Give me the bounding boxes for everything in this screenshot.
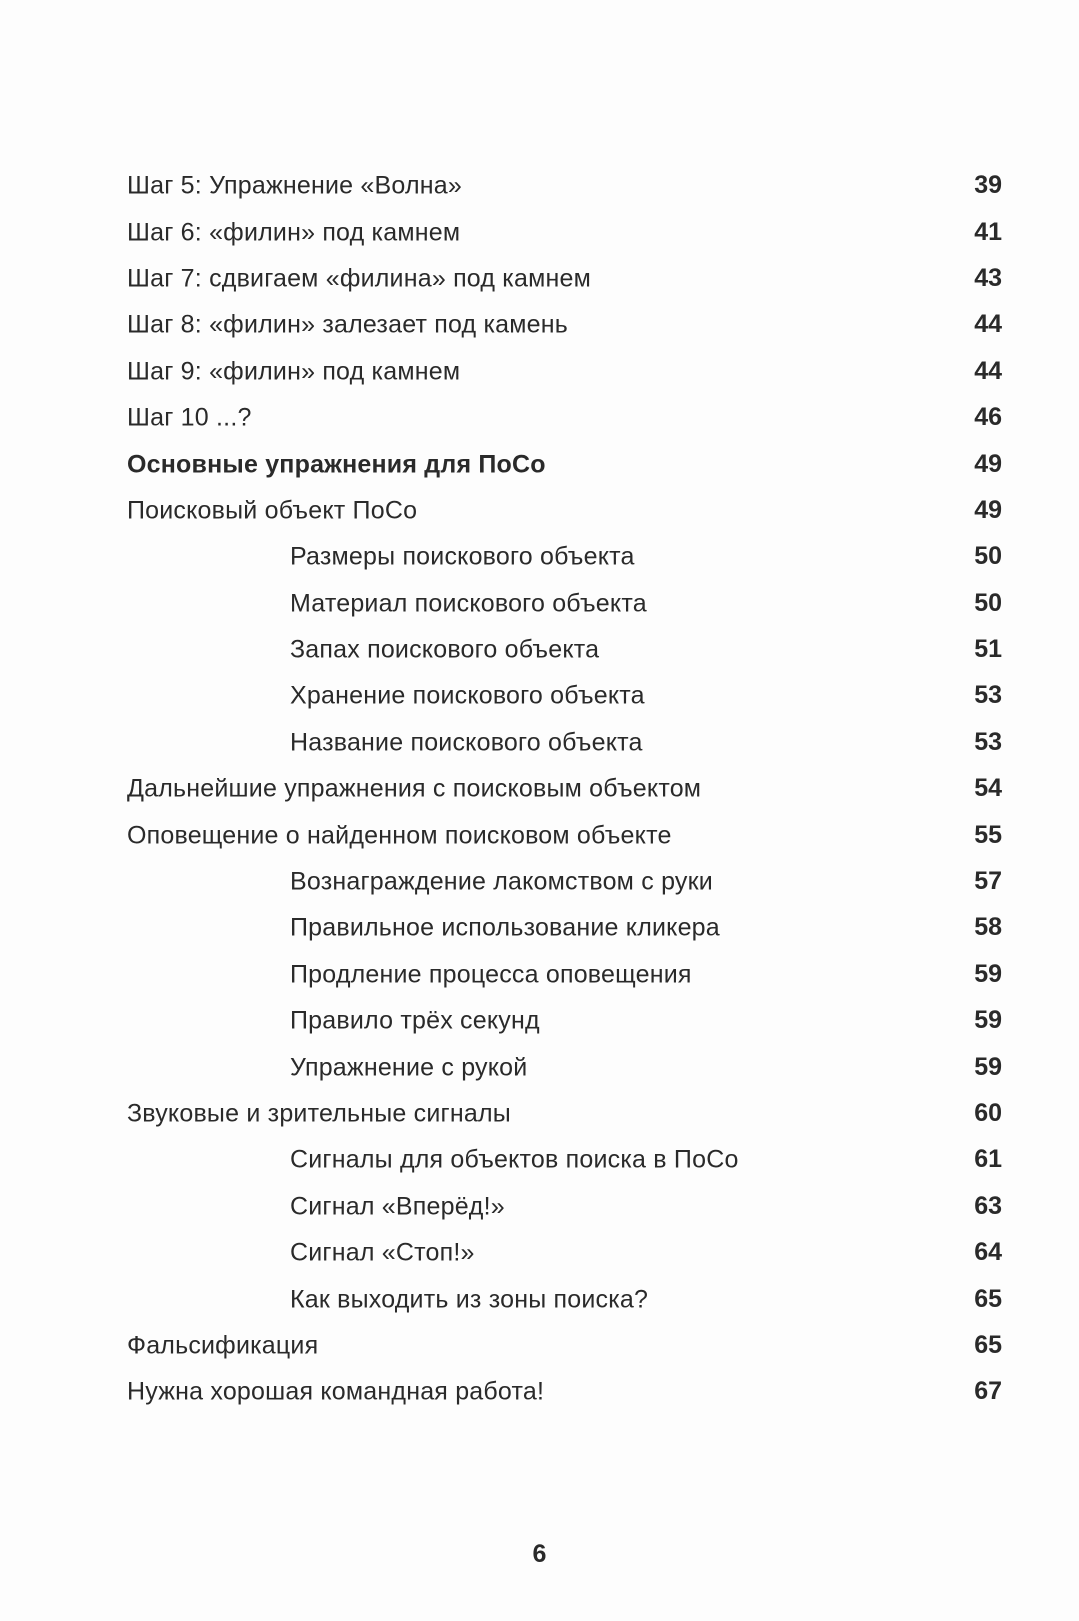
toc-entry-title: Сигнал «Вперёд!» [290, 1192, 505, 1221]
toc-entry-page: 43 [974, 263, 1002, 292]
toc-entry-title: Шаг 5: Упражнение «Волна» [127, 171, 462, 200]
toc-entry-title: Сигнал «Стоп!» [290, 1238, 475, 1267]
toc-entry-page: 53 [974, 727, 1002, 756]
toc-entry-title: Поисковый объект ПоСо [127, 496, 418, 525]
toc-entry-page: 50 [974, 542, 1002, 571]
toc-subentry [0, 952, 1079, 998]
toc-entry-page: 64 [974, 1238, 1002, 1267]
toc-subentry [0, 1184, 1079, 1230]
toc-entry-page: 44 [974, 356, 1002, 385]
toc-entry [0, 1323, 1079, 1369]
table-of-contents [0, 163, 1079, 1416]
toc-entry-page: 61 [974, 1145, 1002, 1174]
toc-entry-page: 44 [974, 310, 1002, 339]
toc-entry-page: 54 [974, 774, 1002, 803]
toc-entry-title: Правильное использование кликера [290, 913, 720, 942]
toc-subentry [0, 998, 1079, 1044]
toc-entry [0, 349, 1079, 395]
toc-entry-page: 59 [974, 1006, 1002, 1035]
toc-entry [0, 395, 1079, 441]
toc-entry [0, 209, 1079, 255]
toc-entry-title: Шаг 6: «филин» под камнем [127, 218, 461, 247]
toc-entry-page: 39 [974, 171, 1002, 200]
toc-entry-title: Шаг 10 ...? [127, 403, 252, 432]
toc-subentry [0, 905, 1079, 951]
toc-entry-page: 46 [974, 403, 1002, 432]
toc-subentry [0, 720, 1079, 766]
toc-entry [0, 766, 1079, 812]
toc-subentry [0, 673, 1079, 719]
toc-entry-title: Вознаграждение лакомством с руки [290, 867, 713, 896]
toc-subentry [0, 627, 1079, 673]
page-number: 6 [532, 1540, 547, 1568]
toc-entry-page: 49 [974, 495, 1002, 524]
toc-entry-page: 59 [974, 1052, 1002, 1081]
toc-subentry [0, 1137, 1079, 1183]
toc-entry-title: Упражнение с рукой [290, 1053, 528, 1082]
toc-entry-title: Основные упражнения для ПоСо [127, 450, 546, 479]
toc-entry-page: 53 [974, 681, 1002, 710]
toc-entry-title: Хранение поискового объекта [290, 681, 645, 710]
toc-entry-title: Звуковые и зрительные сигналы [127, 1099, 511, 1128]
toc-entry [0, 812, 1079, 858]
toc-entry-title: Правило трёх секунд [290, 1006, 540, 1035]
toc-entry-page: 65 [974, 1330, 1002, 1359]
toc-entry-title: Продление процесса оповещения [290, 960, 692, 989]
toc-entry-title: Сигналы для объектов поиска в ПоСо [290, 1145, 739, 1174]
toc-subentry [0, 581, 1079, 627]
toc-entry-title: Дальнейшие упражнения с поисковым объектом [127, 774, 702, 803]
toc-entry-page: 50 [974, 588, 1002, 617]
toc-entry-page: 55 [974, 820, 1002, 849]
toc-entry-page: 65 [974, 1284, 1002, 1313]
toc-entry-title: Как выходить из зоны поиска? [290, 1285, 649, 1314]
toc-entry [0, 302, 1079, 348]
toc-entry-title: Шаг 7: сдвигаем «филина» под камнем [127, 264, 591, 293]
toc-entry-page: 51 [974, 635, 1002, 664]
toc-subentry [0, 859, 1079, 905]
toc-entry-page: 67 [974, 1377, 1002, 1406]
toc-subentry [0, 1044, 1079, 1090]
toc-subentry [0, 534, 1079, 580]
toc-entry [0, 441, 1079, 487]
toc-entry-page: 57 [974, 866, 1002, 895]
toc-entry-title: Название поискового объекта [290, 728, 643, 757]
toc-entry-page: 59 [974, 959, 1002, 988]
toc-entry [0, 1091, 1079, 1137]
toc-entry [0, 488, 1079, 534]
toc-entry-page: 60 [974, 1098, 1002, 1127]
toc-entry-page: 58 [974, 913, 1002, 942]
toc-subentry [0, 1276, 1079, 1322]
toc-entry-title: Шаг 9: «филин» под камнем [127, 357, 461, 386]
toc-entry-page: 49 [974, 449, 1002, 478]
toc-entry-title: Шаг 8: «филин» залезает под камень [127, 310, 569, 339]
toc-entry-title: Фальсификация [127, 1331, 319, 1360]
toc-subentry [0, 1230, 1079, 1276]
toc-entry-title: Оповещение о найденном поисковом объекте [127, 821, 672, 850]
toc-entry-title: Запах поискового объекта [290, 635, 600, 664]
toc-entry-title: Материал поискового объекта [290, 589, 647, 618]
toc-entry-title: Нужна хорошая командная работа! [127, 1377, 545, 1406]
toc-entry [0, 1369, 1079, 1415]
toc-entry [0, 256, 1079, 302]
toc-entry-page: 41 [974, 217, 1002, 246]
toc-entry-page: 63 [974, 1191, 1002, 1220]
toc-entry-title: Размеры поискового объекта [290, 542, 635, 571]
toc-entry [0, 163, 1079, 209]
